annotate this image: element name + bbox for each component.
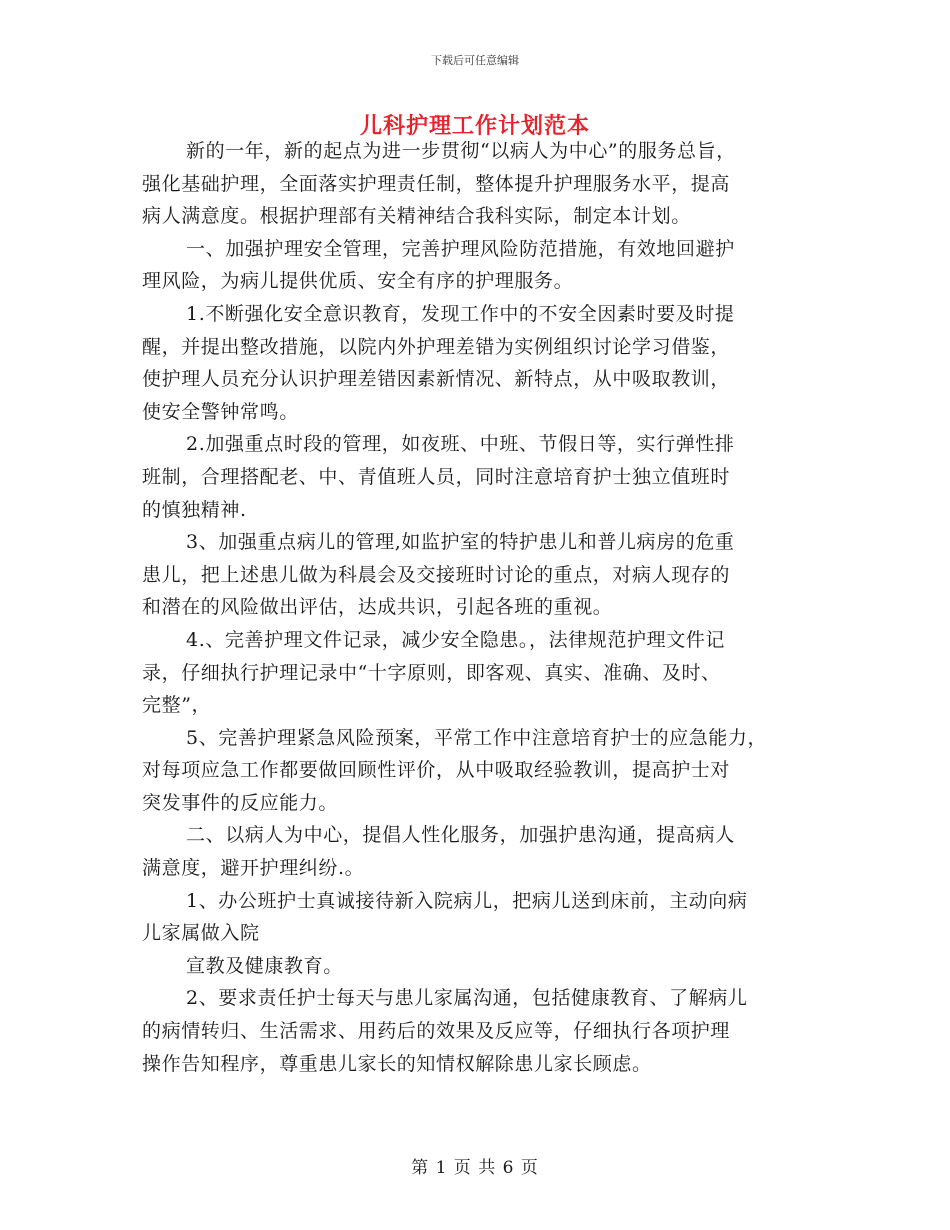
body-line: 理风险，为病儿提供优质、安全有序的护理服务。 [142, 270, 574, 293]
header-note: 下载后可任意编辑 [431, 54, 519, 67]
body-line: 1、办公班护士真诚接待新入院病儿，把病儿送到床前，主动向病 [186, 889, 748, 912]
body-line: 4.、完善护理文件记录，减少安全隐患。，法律规范护理文件记 [186, 628, 726, 651]
body-line: 操作告知程序，尊重患儿家长的知情权解除患儿家长顾虑。 [142, 1052, 652, 1075]
body-line: 5、完善护理紧急风险预案，平常工作中注意培育护士的应急能力， [186, 726, 768, 749]
body-line: 新的一年，新的起点为进一步贯彻“以病人为中心”的服务总旨， [186, 140, 736, 162]
body-line: 2.加强重点时段的管理，如夜班、中班、节假日等，实行弹性排 [186, 433, 735, 456]
body-line: 突发事件的反应能力。 [142, 791, 339, 814]
body-line: 醒，并提出整改措施，以院内外护理差错为实例组织讨论学习借鉴， [142, 335, 731, 358]
body-line: 对每项应急工作都要做回顾性评价，从中吸取经验教训，提高护士对 [142, 759, 731, 782]
body-line: 的慎独精神. [142, 498, 247, 521]
body-line: 二、以病人为中心，提倡人性化服务，加强护患沟通，提高病人 [186, 824, 735, 847]
body-line: 1.不断强化安全意识教育，发现工作中的不安全因素时要及时提 [186, 302, 735, 325]
body-line: 患儿，把上述患儿做为科晨会及交接班时讨论的重点，对病人现存的 [142, 563, 731, 586]
body-line: 满意度，避开护理纠纷.。 [142, 857, 365, 880]
page-footer: 第 1 页 共 6 页 [411, 1158, 539, 1178]
body-line: 完整”， [142, 694, 212, 717]
body-line: 使安全警钟常鸣。 [142, 400, 299, 423]
body-line: 病人满意度。根据护理部有关精神结合我科实际，制定本计划。 [142, 205, 691, 228]
body-line: 宣教及健康教育。 [186, 954, 343, 977]
body-line: 儿家属做入院 [142, 922, 260, 945]
body-line: 使护理人员充分认识护理差错因素新情况、新特点，从中吸取教训， [142, 368, 731, 391]
body-line: 班制，合理搭配老、中、青值班人员，同时注意培育护士独立值班时 [142, 465, 731, 488]
document-body [142, 135, 822, 1080]
body-line: 强化基础护理，全面落实护理责任制，整体提升护理服务水平，提高 [142, 172, 731, 195]
body-line: 的病情转归、生活需求、用药后的效果及反应等，仔细执行各项护理 [142, 1020, 731, 1043]
body-line: 2、要求责任护士每天与患儿家属沟通，包括健康教育、了解病儿 [186, 987, 748, 1010]
document-title: 儿科护理工作计划范本 [359, 113, 590, 139]
body-line: 一、加强护理安全管理，完善护理风险防范措施，有效地回避护 [186, 237, 735, 260]
body-line: 录，仔细执行护理记录中“十字原则，即客观、真实、准确、及时、 [142, 661, 721, 684]
body-line: 3、加强重点病儿的管理,如监护室的特护患儿和普儿病房的危重 [186, 531, 735, 554]
body-line: 和潜在的风险做出评估，达成共识，引起各班的重视。 [142, 596, 613, 619]
